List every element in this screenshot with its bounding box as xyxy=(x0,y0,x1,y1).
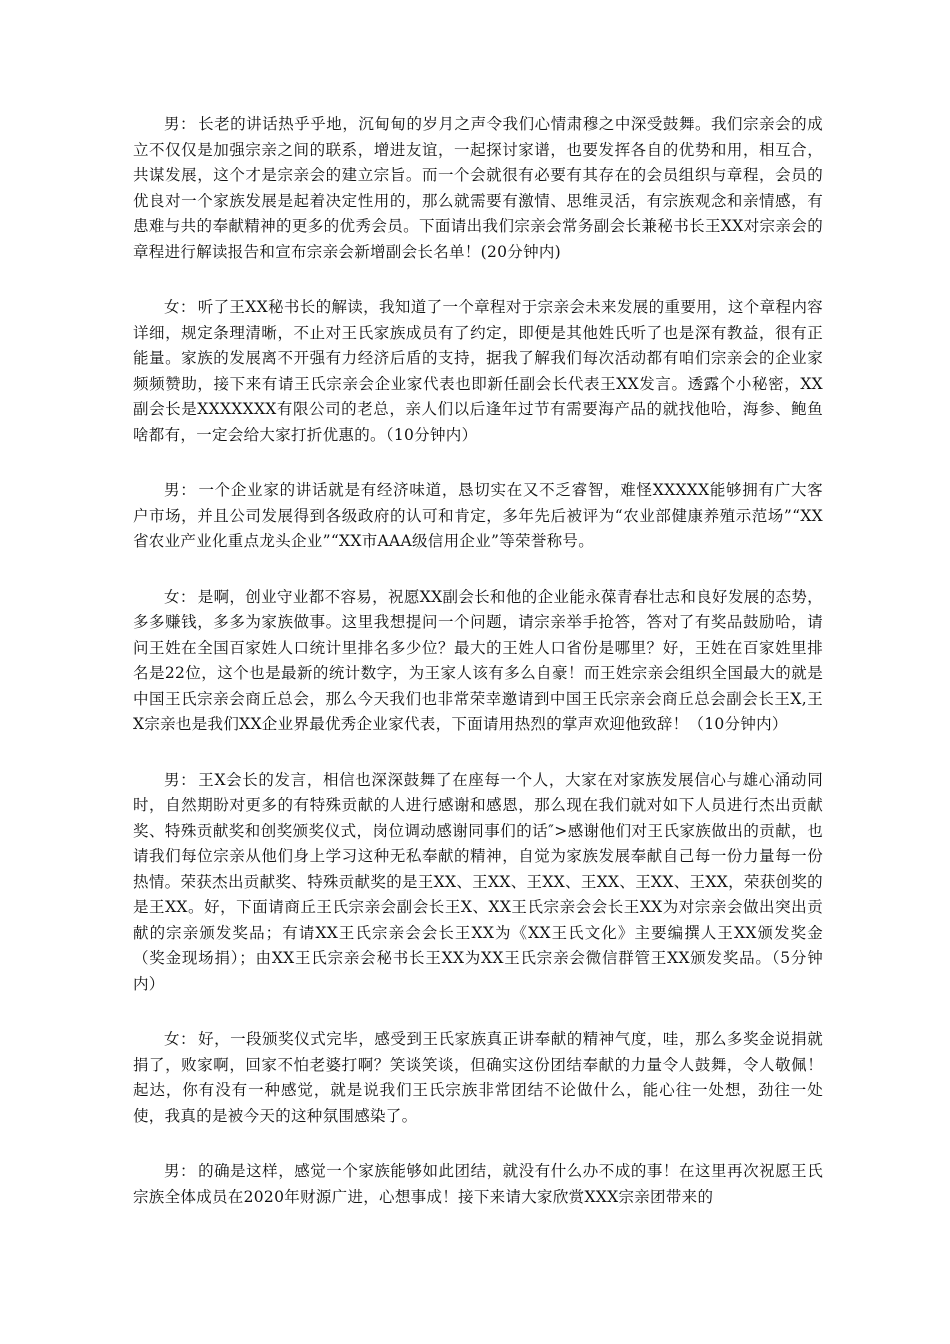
paragraph-text: 一个企业家的讲话就是有经济味道，恳切实在又不乏睿智，难怪XXXXX能够拥有广大客户市场，并且公司发展得到各级政府的认可和肯定，多年先后被评为“农业部健康养殖示范场”“XX省农业产业化重点龙头企业”“XX市AAA级信用企业”等荣誉称号。 xyxy=(133,481,823,550)
paragraph-4 xyxy=(133,585,823,738)
paragraph-text: 长老的讲话热乎乎地，沉甸甸的岁月之声令我们心情肃穆之中深受鼓舞。我们宗亲会的成立不仅仅是加强宗亲之间的联系，增进友谊，一起探讨家谱，也要发挥各自的优势和用，相互合，共谋发展，这个才是宗亲会的建立宗旨。而一个会就很有必要有其存在的会员组织与章程，会员的优良对一个家族发展是起着决定性用的，那么就需要有激情、思维灵活，有宗族观念和亲情感，有患难与共的奉献精神的更多的优秀会员。下面请出我们宗亲会常务副会长兼秘书长王XX对宗亲会的章程进行解读报告和宣布宗亲会新增副会长名单！(20分钟内) xyxy=(133,115,823,261)
paragraph-text: 听了王XX秘书长的解读，我知道了一个章程对于宗亲会未来发展的重要用，这个章程内容详细，规定条理清晰，不止对王氏家族成员有了约定，即便是其他姓氏听了也是深有教益，很有正能量。家族的发展离不开强有力经济后盾的支持，据我了解我们每次活动都有咱们宗亲会的企业家频频赞助，接下来有请王氏宗亲会企业家代表也即新任副会长代表王XX发言。透露个小秘密，XX副会长是XXXXXXX有限公司的老总，亲人们以后逢年过节有需要海产品的就找他哈，海参、鲍鱼啥都有，一定会给大家打折优惠的。（10分钟内） xyxy=(133,298,823,444)
speaker-label: 女： xyxy=(164,587,196,606)
speaker-label: 男： xyxy=(164,1162,197,1180)
paragraph-1 xyxy=(133,112,823,265)
paragraph-5 xyxy=(133,768,823,998)
speaker-label: 男： xyxy=(164,481,197,499)
paragraph-text: 是啊，创业守业都不容易，祝愿XX副会长和他的企业能永葆青春壮志和良好发展的态势，多多赚钱，多多为家族做事。这里我想提问一个问题，请宗亲举手抢答，答对了有奖品鼓励哈，请问王姓在全国百家姓人口统计里排名多少位？最大的王姓人口省份是哪里？好，王姓在百家姓里排名是22位，这个也是最新的统计数字，为王家人该有多么自豪！而王姓宗亲会组织全国最大的就是中国王氏宗亲会商丘总会，那么今天我们也非常荣幸邀请到中国王氏宗亲会商丘总会副会长王X,王X宗亲也是我们XX企业界最优秀企业家代表，下面请用热烈的掌声欢迎他致辞！（10分钟内） xyxy=(133,587,823,733)
paragraph-text: 的确是这样，感觉一个家族能够如此团结，就没有什么办不成的事！在这里再次祝愿王氏宗族全体成员在2020年财源广进，心想事成！接下来请大家欣赏XXX宗亲团带来的 xyxy=(133,1162,823,1206)
paragraph-6 xyxy=(133,1027,823,1129)
paragraph-text: 王X会长的发言，相信也深深鼓舞了在座每一个人，大家在对家族发展信心与雄心涌动同时，自然期盼对更多的有特殊贡献的人进行感谢和感恩，那么现在我们就对如下人员进行杰出贡献奖、特殊贡献奖和创奖颁奖仪式，岗位调动感谢同事们的话″>感谢他们对王氏家族做出的贡献，也请我们每位宗亲从他们身上学习这种无私奉献的精神，自觉为家族发展奉献自己每一份力量每一份热情。荣获杰出贡献奖、特殊贡献奖的是王XX、王XX、王XX、王XX、王XX、王XX，荣获创奖的是王XX。好，下面请商丘王氏宗亲会副会长王X、XX王氏宗亲会会长王XX为对宗亲会做出突出贡献的宗亲颁发奖品；有请XX王氏宗亲会会长王XX为《XX王氏文化》主要编撰人王XX颁发奖金（奖金现场捐）；由XX王氏宗亲会秘书长王XX为XX王氏宗亲会微信群管王XX颁发奖品。（5分钟内） xyxy=(133,770,823,993)
paragraph-3 xyxy=(133,478,823,555)
paragraph-text: 好，一段颁奖仪式完毕，感受到王氏家族真正讲奉献的精神气度，哇，那么多奖金说捐就捐了，败家啊，回家不怕老婆打啊？笑谈笑谈，但确实这份团结奉献的力量令人鼓舞，令人敬佩！起达，你有没有一种感觉，就是说我们王氏宗族非常团结不论做什么，能心往一处想，劲往一处使，我真的是被今天的这种氛围感染了。 xyxy=(133,1030,823,1125)
paragraph-7 xyxy=(133,1159,823,1210)
speaker-label: 男： xyxy=(164,115,197,133)
speaker-label: 男： xyxy=(164,770,197,789)
paragraph-2 xyxy=(133,295,823,448)
speaker-label: 女： xyxy=(164,298,196,316)
speaker-label: 女： xyxy=(164,1030,197,1048)
document-body xyxy=(133,112,823,1240)
